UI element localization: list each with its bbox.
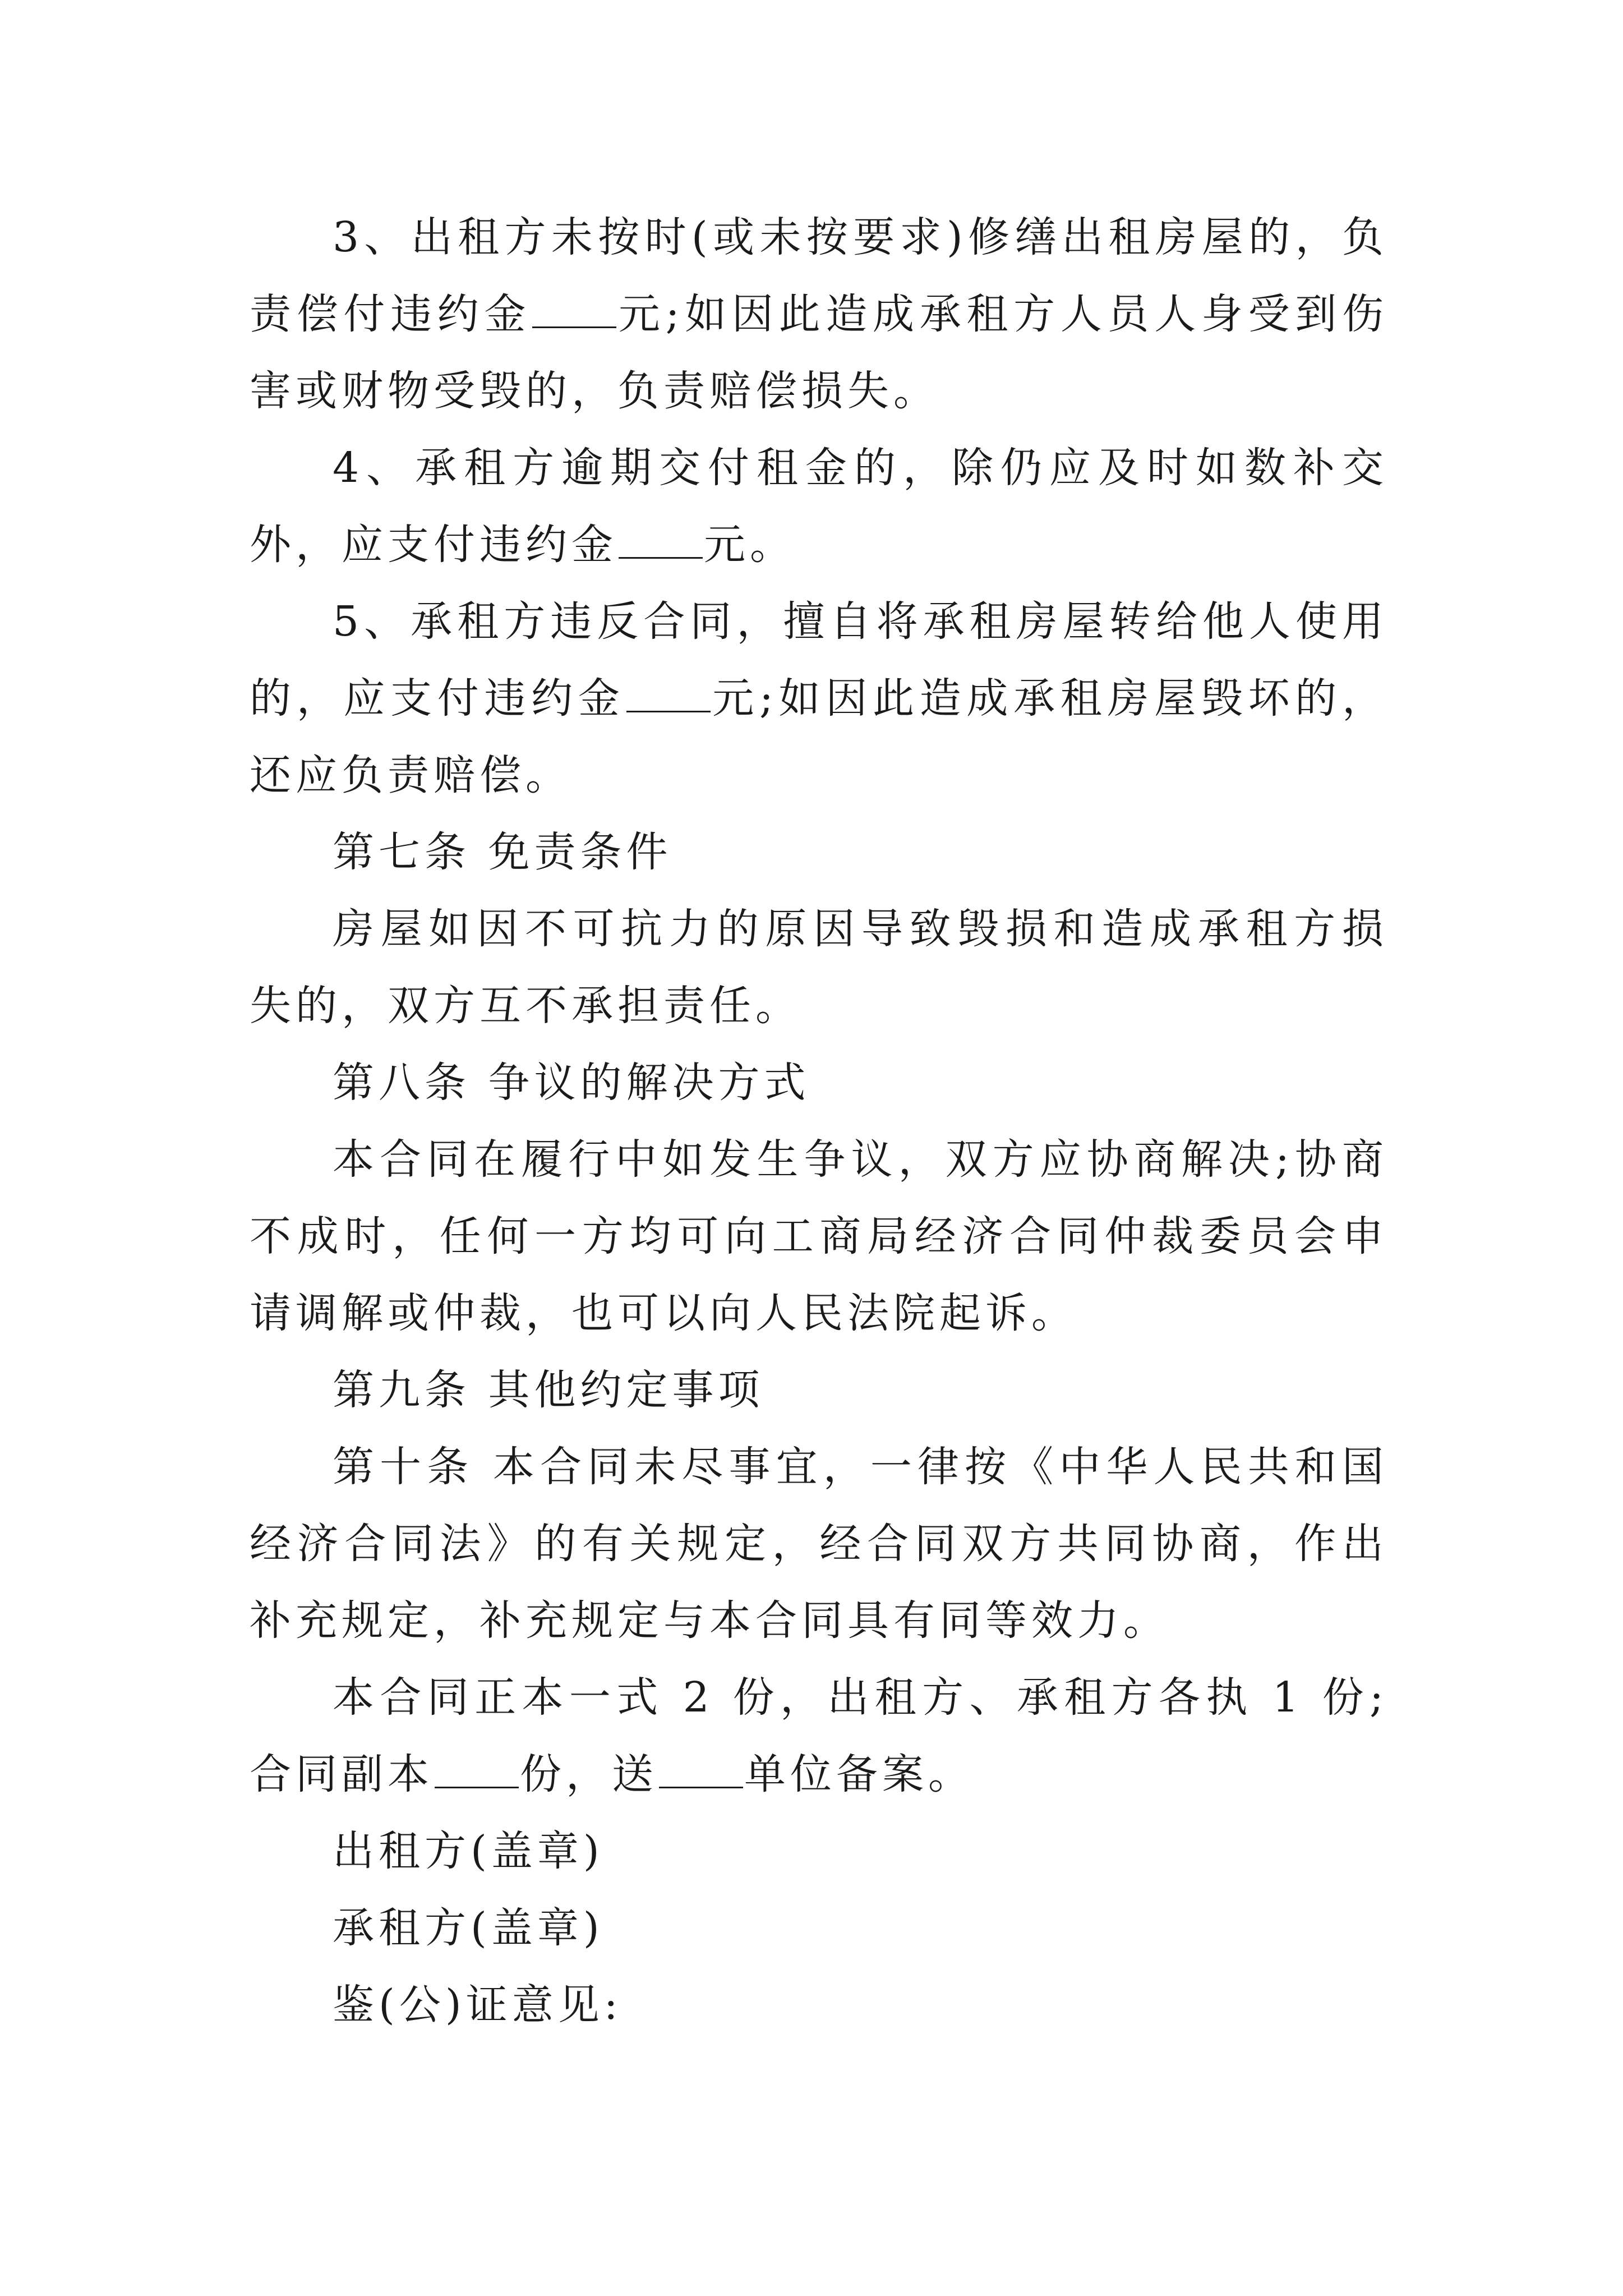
text-segment: 元。 xyxy=(704,521,796,569)
paragraph-repair-penalty xyxy=(250,199,1388,430)
text-segment: 出租方(盖章) xyxy=(333,1827,604,1875)
signature-lessor xyxy=(250,1813,1388,1890)
blank-line xyxy=(619,516,703,559)
blank-line xyxy=(435,1745,519,1788)
paragraph-article-10 xyxy=(250,1429,1388,1659)
paragraph-late-rent-penalty xyxy=(250,430,1388,583)
notarization-opinion xyxy=(250,1967,1388,2044)
text-segment: 本合同正本一式 2 份，出租方、承租方各执 1 份;合同副本 xyxy=(250,1673,1388,1798)
text-segment: 鉴(公)证意见: xyxy=(333,1981,623,2029)
text-segment: 房屋如因不可抗力的原因导致毁损和造成承租方损失的，双方互不承担责任。 xyxy=(250,905,1388,1030)
text-segment: 第八条 争议的解决方式 xyxy=(333,1059,810,1107)
text-segment: 第七条 免责条件 xyxy=(333,828,672,876)
paragraph-force-majeure xyxy=(250,891,1388,1045)
text-segment: 本合同在履行中如发生争议，双方应协商解决;协商不成时，任何一方均可向工商局经济合同仲裁委员会申请调解或仲裁，也可以向人民法院起诉。 xyxy=(250,1135,1388,1337)
text-segment: 4、承租方逾期交付租金的，除仍应及时如数补交外，应支付违约金 xyxy=(250,444,1388,569)
paragraph-sublet-penalty xyxy=(250,583,1388,814)
text-segment: 承租方(盖章) xyxy=(333,1904,604,1952)
text-segment: 元;如因此造成承租房屋毁坏的，还应负责赔偿。 xyxy=(250,674,1388,799)
paragraph-dispute-resolution xyxy=(250,1121,1388,1352)
text-segment: 第十条 本合同未尽事宜，一律按《中华人民共和国经济合同法》的有关规定，经合同双方共同协商，作出补充规定，补充规定与本合同具有同等效力。 xyxy=(250,1443,1388,1645)
heading-article-9 xyxy=(250,1352,1388,1429)
text-segment: 元;如因此造成承租方人员人身受到伤害或财物受毁的，负责赔偿损失。 xyxy=(250,290,1389,415)
text-segment: 5、承租方违反合同，擅自将承租房屋转给他人使用的，应支付违约金 xyxy=(250,597,1388,723)
blank-line xyxy=(626,669,711,712)
blank-line xyxy=(532,285,616,328)
blank-line xyxy=(659,1745,743,1788)
heading-article-8 xyxy=(250,1045,1388,1121)
paragraph-copies xyxy=(250,1659,1388,1813)
heading-article-7 xyxy=(250,814,1388,891)
text-segment: 第九条 其他约定事项 xyxy=(333,1366,764,1414)
document-body xyxy=(250,199,1388,2044)
text-segment: 单位备案。 xyxy=(744,1750,974,1798)
text-segment: 3、出租方未按时(或未按要求)修缮出租房屋的，负责偿付违约金 xyxy=(250,213,1388,338)
signature-lessee xyxy=(250,1890,1388,1967)
text-segment: 份，送 xyxy=(520,1750,658,1798)
